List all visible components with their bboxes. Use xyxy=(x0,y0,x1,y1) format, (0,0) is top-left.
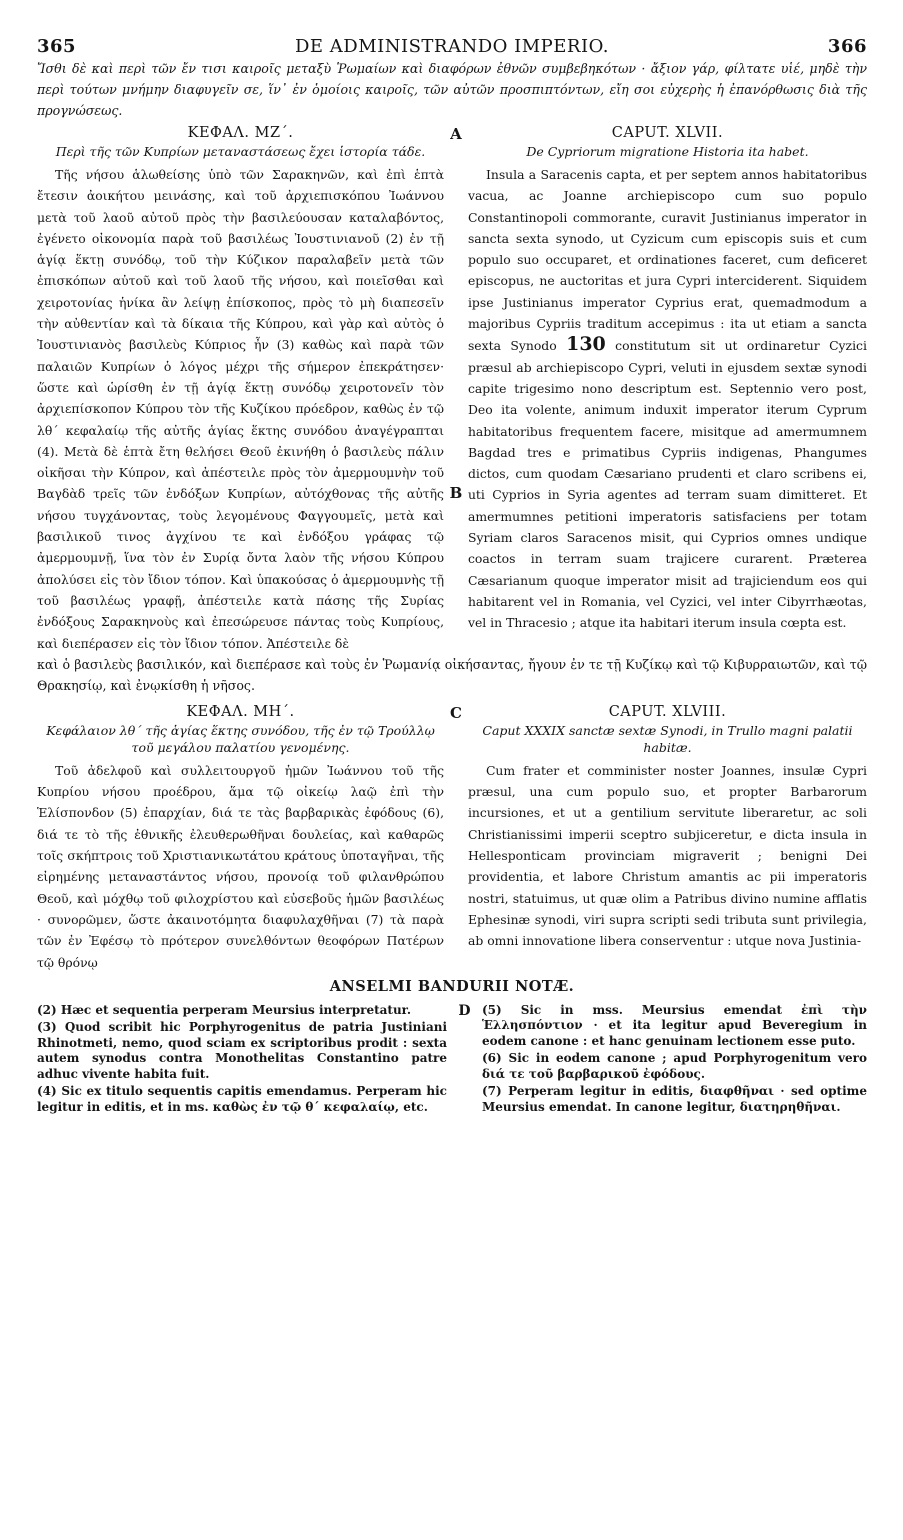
margin-page-number: 130 xyxy=(566,333,606,356)
latin-chapter-subtitle: De Cypriorum migratione Historia ita habet. xyxy=(526,144,809,159)
chapter-48-headings xyxy=(37,702,867,756)
notes-heading: ANSELMI BANDURII NOTÆ. xyxy=(329,977,575,995)
running-title: DE ADMINISTRANDO IMPERIO. xyxy=(294,36,610,57)
notes-section xyxy=(37,1003,867,1118)
running-header xyxy=(37,30,867,58)
footnote: (6) Sic in eodem canone ; apud Porphyrogenitum vero διά τε τοῦ βαρβαρικοῦ ἐφόδους. xyxy=(482,1051,867,1081)
footnote: (3) Quod scribit hic Porphyrogenitus de patria Justiniani Rhinotmeti, nemo, quod sciam ex scriptoribus prodit : sexta autem synodus contra Monothelitas Constantino patre adhuc vivente habita fuit. xyxy=(37,1020,447,1081)
latin-chapter-heading-2: CAPUT. XLVIII. xyxy=(608,703,727,720)
chapter-47-headings xyxy=(37,123,867,160)
latin-chapter-heading: CAPUT. XLVII. xyxy=(611,125,724,141)
greek-chapter-subtitle-2: Κεφάλαιον λθ΄ τῆς ἁγίας ἕκτης συνόδου, τῆς ἐν τῷ Τρούλλῳ τοῦ μεγάλου παλατίου γενομένης. xyxy=(46,722,435,755)
notes-left-column xyxy=(37,1003,447,1118)
greek-chapter-heading-2: ΚΕΦΑΛ. ΜΗ΄. xyxy=(186,703,295,720)
intro-greek-paragraph: Ἴσθι δὲ καὶ περὶ τῶν ἔν τισι καιροῖς μεταξὺ Ῥωμαίων καὶ διαφόρων ἐθνῶν συμβεβηκότων · ἄξιον γάρ, φίλτατε υἱέ, μηδὲ τὴν περὶ τούτων μνήμην διαφυγεῖν σε, ἵν᾽ ἐν ὁμοίοις καιροῖς, τῶν αὐτῶν προσπιπτόντων, εἴη σοι εὐχερὴς ἡ ἐπανόρθωσις διὰ τῆς προγνώσεως. xyxy=(37,61,867,118)
chapter-48-body xyxy=(37,760,867,973)
footnote: (4) Sic ex titulo sequentis capitis emendamus. Perperam hic legitur in editis, et in ms. καθὼς ἐν τῷ θ΄ κεφαλαίῳ, etc. xyxy=(37,1084,447,1114)
margin-letter-a: A xyxy=(450,125,462,143)
latin-body-text xyxy=(468,164,867,634)
footnote: (7) Perperam legitur in editis, διαφθῆναι · sed optime Meursius emendat. In canone legitur, διατηρηθῆναι. xyxy=(482,1084,867,1114)
greek-body-text-2: Τοῦ ἀδελφοῦ καὶ συλλειτουργοῦ ἡμῶν Ἰωάννου τοῦ τῆς Κυπρίου νήσου προέδρου, ἅμα τῷ οἰκείῳ λαῷ ἐπὶ τὴν Ἑλίσπονδον (5) ἐπαρχίαν, διά τε τὰς βαρβαρικὰς ἐφόδους (6), διά τε τὸ τῆς ἐθνικῆς ἐλευθερωθῆναι δουλείας, καὶ καθαρῶς τοῖς σκήπτροις τοῦ Χριστιανικωτάτου κράτους ὑποταγῆναι, τῆς εἰρημένης μεταναστάντος νήσου, προνοίᾳ τοῦ φιλανθρώπου Θεοῦ, καὶ μόχθῳ τοῦ φιλοχρίστου καὶ εὐσεβοῦς ἡμῶν βασιλέως · συνορῶμεν, ὥστε ἀκαινοτόμητα διαφυλαχθῆναι (7) τὰ παρὰ τῶν ἐν Ἐφέσῳ τὸ πρότερον συνελθόντων θεοφόρων Πατέρων τῷ θρόνῳ xyxy=(37,762,445,970)
margin-letter-b: B xyxy=(449,484,463,502)
chapter-47-body xyxy=(37,164,867,654)
latin-body-text-part-1: Insula a Saracenis capta, et per septem annos habitatoribus vacua, ac Joanne archiepiscopo cum suo populo Constantinopoli commorante, curavit Justinianus imperator in sancta sexta synodo, ut Cyzicum cum episcopis suis et cum populo suo occuparet, et ordinationes faceret, cum deficeret episcopus, ne auctoritas et jura Cypri interciderent. Siquidem ipse Justinianus imperator Cyprius erat, quemadmodum a majoribus Cypriis traditum accepimus : ita ut etiam a sancta sexta Synodo xyxy=(467,167,867,354)
notes-right-column xyxy=(482,1003,867,1118)
page-number-right: 366 xyxy=(827,36,867,57)
greek-chapter-heading: ΚΕΦΑΛ. ΜΖ΄. xyxy=(187,125,294,141)
footnote: (2) Hæc et sequentia perperam Meursius interpretatur. xyxy=(37,1002,412,1017)
latin-body-text-2: Cum frater et comminister noster Joannes, insulæ Cypri præsul, una cum populo suo, et propter Barbarorum incursiones, et ut a gentilium servitute liberaretur, ac soli Christianissimi imperii sceptro subjiceretur, e dicta insula in Hellesponticam provinciam migraverit ; benigni Dei providentia, et labore Christum amantis ac pii imperatoris nostri, statuimus, ut quæ olim a Patribus divino numine afflatis Ephesinæ synodi, viri supra scripti sedi tributa sunt privilegia, ab omni innovatione libera conserventur : utque nova Justinia- xyxy=(467,762,867,949)
greek-body-text: Τῆς νήσου ἁλωθείσης ὑπὸ τῶν Σαρακηνῶν, καὶ ἐπὶ ἑπτὰ ἔτεσιν ἀοικήτου μεινάσης, καὶ τοῦ ἀρχιεπισκόπου Ἰωάννου μετὰ τοῦ λαοῦ αὐτοῦ πρὸς τὴν βασιλεύουσαν καταλαβόντος, ἐγένετο οἰκονομία παρὰ τοῦ βασιλέως Ἰουστινιανοῦ (2) ἐν τῇ ἁγίᾳ ἕκτῃ συνόδῳ, τοῦ τὴν Κύζικον παραλαβεῖν μετὰ τῶν ἐπισκόπων αὐτοῦ καὶ τοῦ λαοῦ τῆς νήσου, καὶ ποιεῖσθαι καὶ χειροτονίας ἡνίκα ἂν λείψῃ ἐπίσκοπος, πρὸς τὸ μὴ διαπεσεῖν τὴν αὐθεντίαν καὶ τὰ δίκαια τῆς Κύπρου, καὶ γὰρ καὶ αὐτὸς ὁ Ἰουστινιανὸς βασιλεὺς Κύπριος ἦν (3) καθὼς καὶ παρὰ τῶν παλαιῶν Κυπρίων ὁ λόγος μέχρι τῆς σήμερον ἐπεκράτησεν· ὥστε καὶ ὡρίσθη ἐν τῇ ἁγίᾳ ἕκτῃ συνόδῳ χειροτονεῖν τὸν ἀρχιεπίσκοπον Κύπρου τὸν τῆς Κυζίκου πρόεδρον, καθὼς ἐν τῷ λθ΄ κεφαλαίῳ τῆς αὐτῆς ἁγίας ἕκτης συνόδου ἀναγέγραπται (4). Μετὰ δὲ ἑπτὰ ἔτη θελήσει Θεοῦ ἐκινήθη ὁ βασιλεὺς πάλιν οἰκῆσαι τὴν Κύπρον, καὶ ἀπέστειλε πρὸς τὸν ἀμερμουμνὴν τοῦ Βαγδὰδ τρεῖς τῶν ἐνδόξων Κυπρίων, αὐτόχθονας τῆς αὐτῆς νήσου τυγχάνοντας, τοὺς λεγομένους Φαγγουμεῖς, μετὰ καὶ βασιλικοῦ τινος ἀγχίνου τε καὶ ἐνδόξου γράφας τῷ ἀμερμουμνῇ, ἵνα τὸν ἐν Συρίᾳ ὄντα λαὸν τῆς νήσου Κύπρου ἀπολύσει εἰς τὸν ἴδιον τόπον. Καὶ ὑπακούσας ὁ ἀμερμουμνὴς τῇ τοῦ βασιλέως γραφῇ, ἀπέστειλε κατὰ πάσης τῆς Συρίας ἐνδόξους Σαρακηνοὺς καὶ ἐπεσώρευσε πάντας τοὺς Κυπρίους, καὶ διεπέρασεν εἰς τὸν ἴδιον τόπον. Ἀπέστειλε δὲ xyxy=(37,167,445,651)
greek-continuation-text: καὶ ὁ βασιλεὺς βασιλικόν, καὶ διεπέρασε καὶ τοὺς ἐν Ῥωμανίᾳ οἰκήσαντας, ἤγουν ἐν τε τῇ Κυζίκῳ καὶ τῷ Κιβυρραιωτῶν, καὶ τῷ Θρακησίῳ, καὶ ἐνῳκίσθη ἡ νῆσος. xyxy=(37,656,867,693)
latin-chapter-subtitle-2: Caput XXXIX sanctæ sextæ Synodi, in Trullo magni palatii habitæ. xyxy=(482,722,853,755)
margin-letter-d: D xyxy=(458,1002,471,1019)
latin-body-text-part-2: constitutum sit ut ordinaretur Cyzici præsul ab archiepiscopo Cypri, veluti in ejusdem sextæ synodi capite trigesimo nono descriptum est. Septennio vero post, Deo ita volente, animum induxit imperator iterum Cyprum habitatoribus frequentem facere, misitque ad amermumnem Bagdad tres e primatibus Cypriis indigenas, Phangumes dictos, cum quodam Cæsariano prudenti et claro scribens ei, uti Cyprios in Syria agentes ad terram suam dimitteret. Et amermumnes petitioni imperatoris satisfaciens per totam Syriam claros Saracenos misit, qui Cyprios omnes undique coactos in terram suam trajicere curarent. Præterea Cæsarianum quoque imperator misit ad trajiciendum eos qui habitarent vel in Romania, vel Cyzici, vel inter Cibyrrhæotas, vel in Thracesio ; atque ita habitari iterum insula cœpta est. xyxy=(467,338,867,631)
greek-chapter-subtitle: Περὶ τῆς τῶν Κυπρίων μεταναστάσεως ἔχει ἱστορία τάδε. xyxy=(55,144,426,159)
margin-letter-c: C xyxy=(450,703,462,722)
footnote: (5) Sic in mss. Meursius emendat ἐπὶ τὴν Ἑλλησπόντιον · et ita legitur apud Beveregium in eodem canone : et hanc genuinam lectionem esse puto. xyxy=(482,1002,867,1048)
page-number-left: 365 xyxy=(37,36,77,57)
